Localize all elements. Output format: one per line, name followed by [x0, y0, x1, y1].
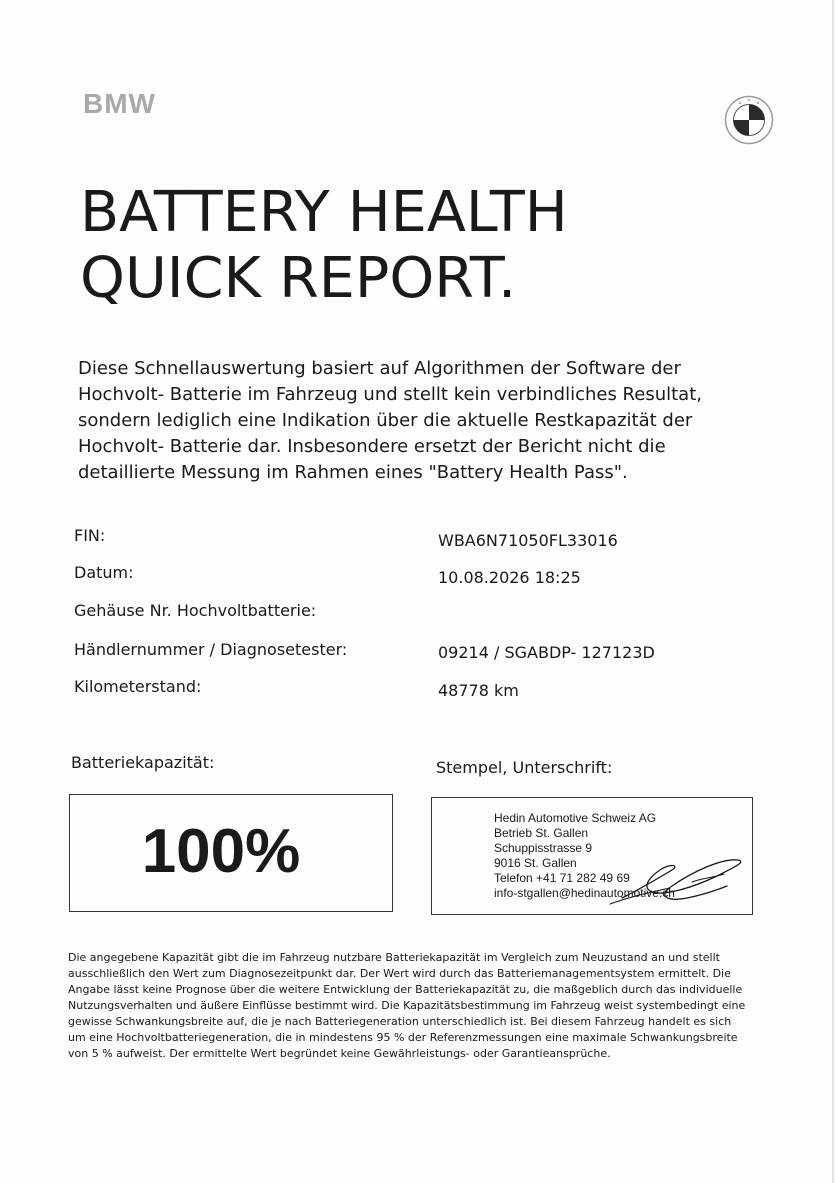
fin-value: WBA6N71050FL33016 — [438, 531, 618, 550]
scan-edge — [832, 0, 834, 1183]
footnote-line: ausschließlich den Wert zum Diagnosezeitpunkt dar. Der Wert wird durch das Batteriemanagementsystem ermittelt. Die — [68, 967, 731, 980]
footnote-line: von 5 % aufweist. Der ermittelte Wert begründet keine Gewährleistungs- oder Garantieansprüche. — [68, 1047, 611, 1060]
mileage-label: Kilometerstand: — [74, 677, 202, 696]
stamp-line: Telefon +41 71 282 49 69 — [494, 871, 630, 885]
intro-line: detaillierte Messung im Rahmen eines "Battery Health Pass". — [78, 462, 628, 483]
footnote-line: um eine Hochvoltbatteriegeneration, die in mindestens 95 % der Referenzmessungen eine maximale Schwankungsbreite — [68, 1031, 738, 1044]
stamp-line: Betrieb St. Gallen — [494, 826, 589, 840]
intro-line: Diese Schnellauswertung basiert auf Algorithmen der Software der — [78, 358, 681, 379]
footnote-line: Die angegebene Kapazität gibt die im Fahrzeug nutzbare Batteriekapazität im Vergleich zum Neuzustand an und stellt — [68, 951, 720, 964]
stamp-line: Schuppisstrasse 9 — [494, 841, 593, 855]
stamp-line: Hedin Automotive Schweiz AG — [494, 811, 657, 825]
footnote-line: gewisse Schwankungsbreite auf, die je nach Batteriegeneration unterschiedlich ist. Bei diesem Fahrzeug handelt es sich — [68, 1015, 732, 1028]
report-title — [80, 180, 794, 312]
intro-line: Hochvolt- Batterie dar. Insbesondere ersetzt der Bericht nicht die — [78, 436, 666, 457]
footnote-line: Angabe lässt keine Prognose über die weitere Entwicklung der Batteriekapazität zu, die maßgeblich durch das individuelle — [68, 983, 743, 996]
disclaimer-footnote — [68, 950, 748, 1062]
brand-wordmark: BMW — [83, 88, 156, 119]
stamp-label: Stempel, Unterschrift: — [436, 758, 613, 777]
date-label: Datum: — [74, 563, 134, 582]
stamp-line: info-stgallen@hedinautomotive.ch — [494, 886, 675, 900]
intro-line: Hochvolt- Batterie im Fahrzeug und stellt kein verbindliches Resultat, — [78, 384, 702, 405]
battery-housing-label: Gehäuse Nr. Hochvoltbatterie: — [74, 601, 317, 620]
title-line-2: QUICK REPORT. — [80, 246, 517, 311]
bmw-roundel-icon — [724, 95, 774, 145]
stamp-box — [431, 797, 753, 915]
capacity-box — [69, 794, 393, 912]
mileage-value: 48778 km — [438, 681, 519, 700]
intro-paragraph — [78, 356, 738, 486]
dealer-number-value: 09214 / SGABDP- 127123D — [438, 643, 655, 662]
capacity-label: Batteriekapazität: — [71, 753, 215, 772]
handwritten-signature — [552, 848, 752, 908]
dealer-number-label: Händlernummer / Diagnosetester: — [74, 640, 348, 659]
date-value: 10.08.2026 18:25 — [438, 568, 581, 587]
footnote-line: Nutzungsverhalten und äußere Einflüsse bestimmt wird. Die Kapazitätsbestimmung im Fahrzeug weist systembedingt eine — [68, 999, 746, 1012]
intro-line: sondern lediglich eine Indikation über die aktuelle Restkapazität der — [78, 410, 693, 431]
stamp-line: 9016 St. Gallen — [494, 856, 577, 870]
title-line-1: BATTERY HEALTH — [80, 180, 568, 245]
capacity-value: 100% — [141, 817, 301, 886]
fin-label: FIN: — [74, 526, 106, 545]
